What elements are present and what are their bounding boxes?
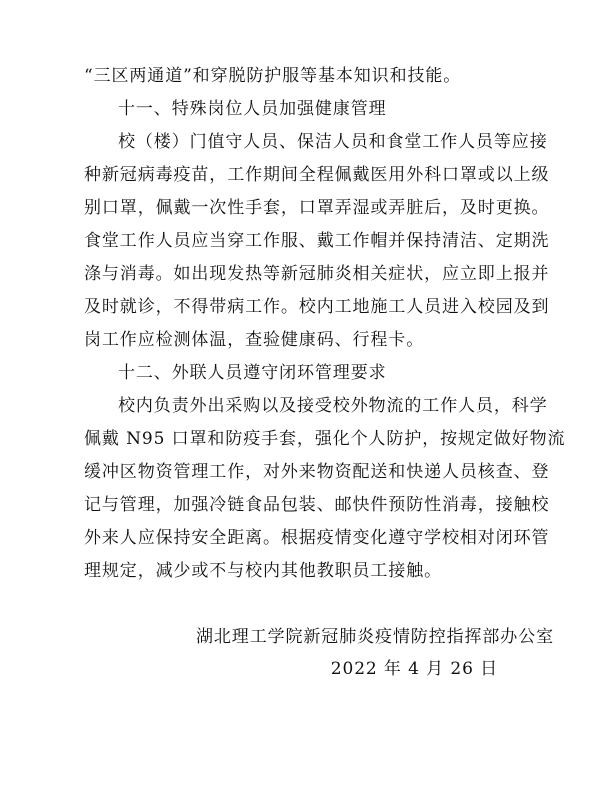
body-line: 理规定，减少或不与校内其他教职员工接触。 xyxy=(84,561,442,581)
body-line: 食堂工作人员应当穿工作服、戴工作帽并保持清洁、定期洗 xyxy=(84,231,550,251)
body-line: 记与管理，加强冷链食品包装、邮快件预防性消毒，接触校 xyxy=(84,495,550,515)
body-line: 缓冲区物资管理工作，对外来物资配送和快递人员核查、登 xyxy=(84,462,550,482)
section-heading-11: 十一、特殊岗位人员加强健康管理 xyxy=(118,99,387,119)
signature-organization: 湖北理工学院新冠肺炎疫情防控指挥部办公室 xyxy=(196,627,554,647)
body-line: 种新冠病毒疫苗，工作期间全程佩戴医用外科口罩或以上级 xyxy=(84,165,550,185)
body-line: “三区两通道”和穿脱防护服等基本知识和技能。 xyxy=(84,66,462,86)
signature-date: 2022 年 4 月 26 日 xyxy=(330,659,498,679)
paragraph-start: 校（楼）门值守人员、保洁人员和食堂工作人员等应接 xyxy=(118,132,548,152)
body-line: 别口罩，佩戴一次性手套，口罩弄湿或弄脏后，及时更换。 xyxy=(84,198,550,218)
body-line: 佩戴 N95 口罩和防疫手套，强化个人防护，按规定做好物流 xyxy=(84,429,566,449)
paragraph-start: 校内负责外出采购以及接受校外物流的工作人员，科学 xyxy=(118,396,548,416)
body-line: 外来人应保持安全距离。根据疫情变化遵守学校相对闭环管 xyxy=(84,528,550,548)
body-line: 涤与消毒。如出现发热等新冠肺炎相关症状，应立即上报并 xyxy=(84,264,550,284)
body-line: 及时就诊，不得带病工作。校内工地施工人员进入校园及到 xyxy=(84,297,550,317)
section-heading-12: 十二、外联人员遵守闭环管理要求 xyxy=(118,363,387,383)
document-body xyxy=(84,60,566,679)
body-line: 岗工作应检测体温，查验健康码、行程卡。 xyxy=(84,330,425,350)
